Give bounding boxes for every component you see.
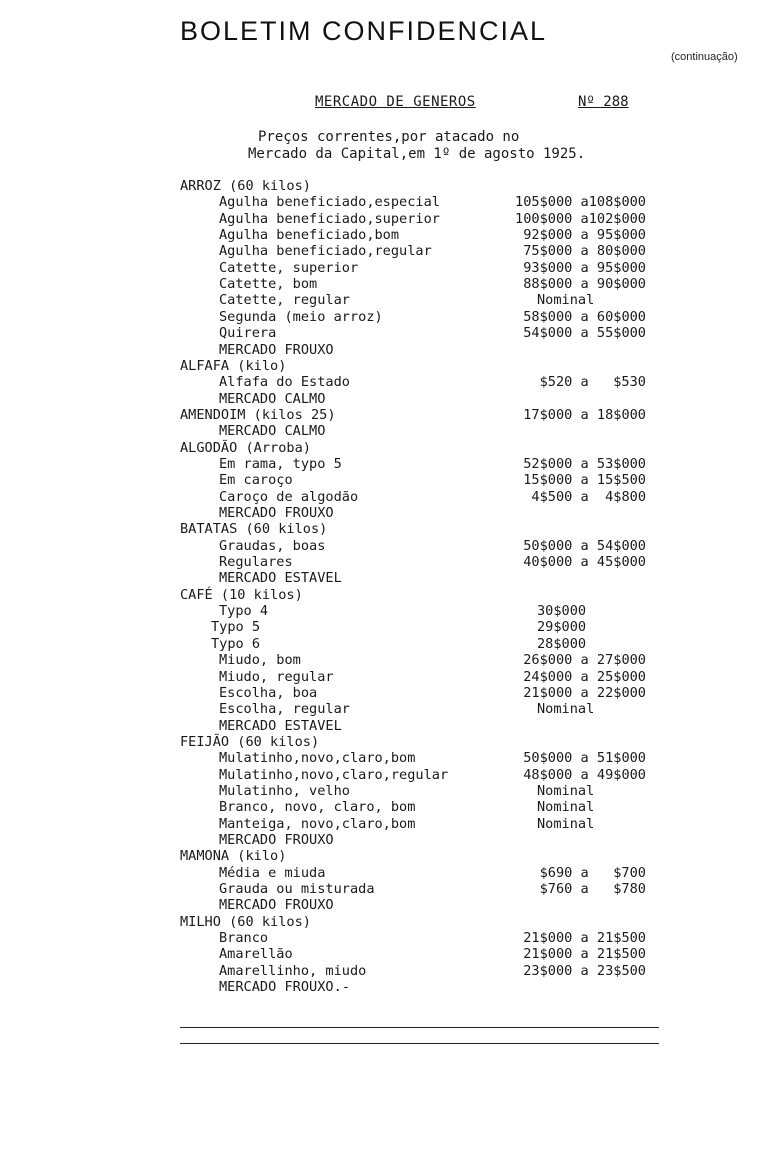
category-label: ALGODÃO (Arroba) bbox=[180, 440, 311, 456]
price-range: 21$000 a 22$000 bbox=[523, 685, 646, 701]
commodity-label: Catette, bom bbox=[219, 276, 318, 292]
category-label: ARROZ (60 kilos) bbox=[180, 178, 311, 194]
price-range: Nominal bbox=[537, 292, 595, 308]
commodity-row bbox=[0, 292, 762, 308]
category-label: MILHO (60 kilos) bbox=[180, 914, 311, 930]
commodity-label: Em caroço bbox=[219, 472, 293, 488]
price-range: 50$000 a 51$000 bbox=[523, 750, 646, 766]
category-row bbox=[0, 734, 762, 750]
commodity-row bbox=[0, 276, 762, 292]
commodity-row bbox=[0, 619, 762, 635]
price-range: 24$000 a 25$000 bbox=[523, 669, 646, 685]
commodity-label: Quirera bbox=[219, 325, 277, 341]
commodity-row bbox=[0, 374, 762, 390]
price-range: 54$000 a 55$000 bbox=[523, 325, 646, 341]
commodity-label: Mulatinho,novo,claro,regular bbox=[219, 767, 449, 783]
price-range: 30$000 bbox=[537, 603, 587, 619]
category-row bbox=[0, 848, 762, 864]
price-range: 93$000 a 95$000 bbox=[523, 260, 646, 276]
price-range: 17$000 a 18$000 bbox=[523, 407, 646, 423]
price-range: 4$500 a 4$800 bbox=[531, 489, 646, 505]
price-range: 75$000 a 80$000 bbox=[523, 243, 646, 259]
commodity-label: Segunda (meio arroz) bbox=[219, 309, 383, 325]
commodity-label: Miudo, regular bbox=[219, 669, 334, 685]
market-status: MERCADO CALMO bbox=[219, 391, 326, 407]
price-range: 58$000 a 60$000 bbox=[523, 309, 646, 325]
commodity-row bbox=[0, 963, 762, 979]
commodity-row bbox=[0, 456, 762, 472]
price-range: 15$000 a 15$500 bbox=[523, 472, 646, 488]
market-status: MERCADO FROUXO bbox=[219, 897, 334, 913]
commodity-label: Branco, novo, claro, bom bbox=[219, 799, 416, 815]
price-range: 105$000 a108$000 bbox=[515, 194, 646, 210]
closing-rule-top bbox=[180, 1027, 659, 1028]
commodity-label: Escolha, regular bbox=[219, 701, 350, 717]
commodity-label: Caroço de algodão bbox=[219, 489, 359, 505]
price-range: $520 a $530 bbox=[539, 374, 646, 390]
commodity-label: Typo 6 bbox=[211, 636, 261, 652]
price-range: Nominal bbox=[537, 816, 595, 832]
commodity-row bbox=[0, 309, 762, 325]
commodity-row bbox=[0, 865, 762, 881]
commodity-label: Mulatinho,novo,claro,bom bbox=[219, 750, 416, 766]
market-status-row bbox=[0, 570, 762, 586]
commodity-row bbox=[0, 227, 762, 243]
category-row bbox=[0, 587, 762, 603]
market-status: MERCADO FROUXO bbox=[219, 505, 334, 521]
price-range: 88$000 a 90$000 bbox=[523, 276, 646, 292]
commodity-row bbox=[0, 489, 762, 505]
price-range: 21$000 a 21$500 bbox=[523, 946, 646, 962]
category-label: MAMONA (kilo) bbox=[180, 848, 287, 864]
commodity-label: Regulares bbox=[219, 554, 293, 570]
market-status: MERCADO FROUXO.- bbox=[219, 979, 350, 995]
commodity-row bbox=[0, 881, 762, 897]
commodity-label: Agulha beneficiado,superior bbox=[219, 211, 440, 227]
commodity-label: Amarellinho, miudo bbox=[219, 963, 367, 979]
commodity-label: Escolha, boa bbox=[219, 685, 318, 701]
section-heading: MERCADO DE GENEROS bbox=[315, 94, 476, 110]
price-range: 48$000 a 49$000 bbox=[523, 767, 646, 783]
subtitle-line-1: Preços correntes,por atacado no bbox=[258, 129, 520, 145]
commodity-row bbox=[0, 554, 762, 570]
price-range: 21$000 a 21$500 bbox=[523, 930, 646, 946]
commodity-label: Miudo, bom bbox=[219, 652, 301, 668]
commodity-label: Alfafa do Estado bbox=[219, 374, 350, 390]
price-range: 23$000 a 23$500 bbox=[523, 963, 646, 979]
price-range: $690 a $700 bbox=[539, 865, 646, 881]
price-range: Nominal bbox=[537, 701, 595, 717]
market-status-row bbox=[0, 342, 762, 358]
price-range: 26$000 a 27$000 bbox=[523, 652, 646, 668]
market-status-row bbox=[0, 979, 762, 995]
commodity-label: Amarellão bbox=[219, 946, 293, 962]
market-status-row bbox=[0, 505, 762, 521]
category-label: BATATAS (60 kilos) bbox=[180, 521, 328, 537]
commodity-row bbox=[0, 930, 762, 946]
commodity-label: Typo 4 bbox=[219, 603, 269, 619]
price-range: Nominal bbox=[537, 799, 595, 815]
commodity-row bbox=[0, 243, 762, 259]
commodity-row bbox=[0, 260, 762, 276]
category-label: ALFAFA (kilo) bbox=[180, 358, 287, 374]
price-range: 50$000 a 54$000 bbox=[523, 538, 646, 554]
category-row bbox=[0, 407, 762, 423]
continuation-note: (continuação) bbox=[671, 51, 738, 63]
market-status-row bbox=[0, 832, 762, 848]
subtitle-line-2: Mercado da Capital,em 1º de agosto 1925. bbox=[248, 146, 586, 162]
category-label: AMENDOIM (kilos 25) bbox=[180, 407, 336, 423]
market-status-row bbox=[0, 423, 762, 439]
price-range: 40$000 a 45$000 bbox=[523, 554, 646, 570]
commodity-row bbox=[0, 783, 762, 799]
commodity-label: Agulha beneficiado,regular bbox=[219, 243, 432, 259]
commodity-label: Mulatinho, velho bbox=[219, 783, 350, 799]
market-status-row bbox=[0, 391, 762, 407]
market-status-row bbox=[0, 718, 762, 734]
commodity-row bbox=[0, 194, 762, 210]
commodity-row bbox=[0, 816, 762, 832]
category-row bbox=[0, 178, 762, 194]
market-status: MERCADO CALMO bbox=[219, 423, 326, 439]
commodity-label: Agulha beneficiado,bom bbox=[219, 227, 400, 243]
commodity-label: Agulha beneficiado,especial bbox=[219, 194, 440, 210]
market-status: MERCADO ESTAVEL bbox=[219, 570, 342, 586]
commodity-row bbox=[0, 799, 762, 815]
commodity-label: Catette, regular bbox=[219, 292, 350, 308]
commodity-row bbox=[0, 750, 762, 766]
page-title: BOLETIM CONFIDENCIAL bbox=[180, 16, 548, 46]
commodity-row bbox=[0, 603, 762, 619]
commodity-label: Em rama, typo 5 bbox=[219, 456, 342, 472]
market-status: MERCADO FROUXO bbox=[219, 342, 334, 358]
category-row bbox=[0, 521, 762, 537]
commodity-row bbox=[0, 472, 762, 488]
price-range: 100$000 a102$000 bbox=[515, 211, 646, 227]
market-status: MERCADO FROUXO bbox=[219, 832, 334, 848]
commodity-label: Typo 5 bbox=[211, 619, 261, 635]
commodity-label: Grauda ou misturada bbox=[219, 881, 375, 897]
commodity-label: Branco bbox=[219, 930, 269, 946]
category-row bbox=[0, 440, 762, 456]
price-range: 92$000 a 95$000 bbox=[523, 227, 646, 243]
commodity-row bbox=[0, 767, 762, 783]
commodity-label: Manteiga, novo,claro,bom bbox=[219, 816, 416, 832]
category-row bbox=[0, 914, 762, 930]
commodity-row bbox=[0, 652, 762, 668]
commodity-row bbox=[0, 636, 762, 652]
bulletin-number: Nº 288 bbox=[578, 94, 629, 110]
commodity-label: Graudas, boas bbox=[219, 538, 326, 554]
closing-rule-bottom bbox=[180, 1043, 659, 1044]
price-range: Nominal bbox=[537, 783, 595, 799]
category-label: FEIJÃO (60 kilos) bbox=[180, 734, 320, 750]
price-range: 28$000 bbox=[537, 636, 587, 652]
category-label: CAFÉ (10 kilos) bbox=[180, 587, 303, 603]
price-range: $760 a $780 bbox=[539, 881, 646, 897]
commodity-row bbox=[0, 946, 762, 962]
price-range: 29$000 bbox=[537, 619, 587, 635]
commodity-label: Média e miuda bbox=[219, 865, 326, 881]
commodity-row bbox=[0, 685, 762, 701]
commodity-row bbox=[0, 325, 762, 341]
market-status: MERCADO ESTAVEL bbox=[219, 718, 342, 734]
commodity-row bbox=[0, 701, 762, 717]
price-range: 52$000 a 53$000 bbox=[523, 456, 646, 472]
commodity-label: Catette, superior bbox=[219, 260, 359, 276]
commodity-row bbox=[0, 538, 762, 554]
commodity-row bbox=[0, 669, 762, 685]
category-row bbox=[0, 358, 762, 374]
commodity-row bbox=[0, 211, 762, 227]
market-status-row bbox=[0, 897, 762, 913]
